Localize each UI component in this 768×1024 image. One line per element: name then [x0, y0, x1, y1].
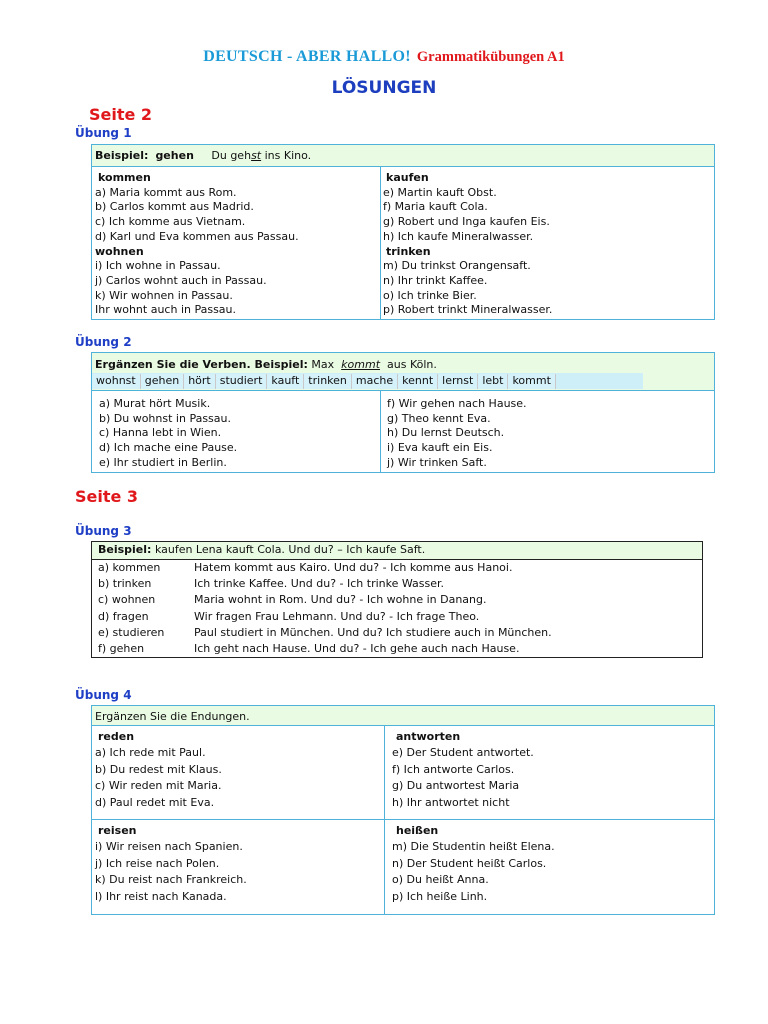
- answer-line: k) Du reist nach Frankreich.: [95, 873, 247, 887]
- exercise-3-sentences: [194, 560, 552, 657]
- answer-line: k) Wir wohnen in Passau.: [95, 288, 233, 302]
- title-main: DEUTSCH - ABER HALLO!: [203, 48, 411, 65]
- answer-line: c) Wir reden mit Maria.: [95, 779, 222, 793]
- answer-line: b) Carlos kommt aus Madrid.: [95, 200, 254, 214]
- verb-heading-trinken: trinken: [386, 244, 431, 258]
- exercise-2-right-column: [387, 397, 527, 471]
- answer-line: h) Ich kaufe Mineralwasser.: [383, 229, 534, 243]
- solutions-heading: LÖSUNGEN: [331, 78, 437, 98]
- verb-heading-heissen: heißen: [396, 824, 439, 837]
- exercise-4-reden: [95, 729, 222, 811]
- sentence-cell: Ich trinke Kaffee. Und du? - Ich trinke Wasser.: [194, 577, 445, 591]
- verb-heading-reisen: reisen: [98, 824, 137, 837]
- exercise-2-table: [91, 352, 715, 473]
- answer-line: c) Hanna lebt in Wien.: [99, 426, 222, 440]
- answer-line: o) Ich trinke Bier.: [383, 288, 477, 302]
- answer-line: b) Du wohnst in Passau.: [99, 411, 231, 425]
- example-sentence-start: Du geh: [211, 149, 252, 162]
- exercise-3-table: [91, 541, 703, 658]
- word-chip: lernst: [438, 374, 478, 389]
- answer-line: d) Paul redet mit Eva.: [95, 795, 215, 809]
- instruction-text: Ergänzen Sie die Verben. Beispiel:: [95, 358, 308, 371]
- example-text: kaufen Lena kauft Cola. Und du? – Ich kaufe Saft.: [154, 543, 426, 556]
- answer-line: d) Karl und Eva kommen aus Passau.: [95, 229, 299, 243]
- answer-line: a) Maria kommt aus Rom.: [95, 185, 237, 199]
- answer-line: l) Ihr reist nach Kanada.: [95, 889, 227, 903]
- title-sub: Grammatikübungen A1: [416, 49, 565, 65]
- exercise-3-heading: Übung 3: [75, 524, 132, 538]
- answer-line: o) Du heißt Anna.: [392, 873, 489, 887]
- sentence-cell: Ich geht nach Hause. Und du? - Ich gehe auch nach Hause.: [194, 642, 520, 656]
- answer-line: f) Maria kauft Cola.: [383, 200, 488, 214]
- word-chip: hört: [184, 374, 216, 389]
- word-chip: gehen: [141, 374, 184, 389]
- exercise-4-instruction: Ergänzen Sie die Endungen.: [95, 710, 250, 723]
- sentence-cell: Paul studiert in München. Und du? Ich studiere auch in München.: [194, 625, 552, 639]
- verb-cell: c) wohnen: [98, 593, 156, 607]
- answer-line: n) Der Student heißt Carlos.: [392, 856, 547, 870]
- answer-line: e) Martin kauft Obst.: [383, 185, 497, 199]
- verb-heading-antworten: antworten: [396, 730, 461, 743]
- word-bank-words: [92, 374, 556, 389]
- sentence-cell: Hatem kommt aus Kairo. Und du? - Ich komme aus Hanoi.: [194, 561, 513, 574]
- exercise-1-table: [91, 144, 715, 320]
- example-verb: kommt: [341, 358, 381, 371]
- exercise-2-heading: Übung 2: [75, 335, 132, 349]
- verb-cell: e) studieren: [98, 625, 165, 639]
- word-chip: trinken: [304, 374, 352, 389]
- verb-heading-kaufen: kaufen: [386, 171, 429, 184]
- answer-line: h) Du lernst Deutsch.: [387, 426, 505, 440]
- answer-line: j) Ich reise nach Polen.: [95, 856, 220, 870]
- answer-line: a) Murat hört Musik.: [99, 397, 211, 410]
- example-rest: aus Köln.: [387, 358, 437, 371]
- answer-line: Ihr wohnt auch in Passau.: [95, 303, 237, 317]
- word-chip: studiert: [216, 374, 268, 389]
- sentence-cell: Wir fragen Frau Lehmann. Und du? - Ich frage Theo.: [194, 609, 480, 623]
- verb-cell: d) fragen: [98, 609, 149, 623]
- verb-cell: f) gehen: [98, 642, 145, 656]
- answer-line: j) Carlos wohnt auch in Passau.: [95, 273, 267, 287]
- answer-line: c) Ich komme aus Vietnam.: [95, 215, 246, 229]
- exercise-4-table: [91, 705, 715, 915]
- verb-heading-wohnen: wohnen: [95, 244, 144, 258]
- answer-line: g) Theo kennt Eva.: [387, 411, 491, 425]
- word-chip: lebt: [478, 374, 508, 389]
- answer-line: i) Eva kauft ein Eis.: [387, 441, 493, 455]
- exercise-1-right-column: [383, 171, 552, 318]
- example-ending: st: [251, 149, 262, 162]
- example-label: Beispiel:: [95, 149, 149, 162]
- answer-line: f) Ich antworte Carlos.: [392, 762, 515, 776]
- answer-line: h) Ihr antwortet nicht: [392, 795, 510, 809]
- answer-line: e) Ihr studiert in Berlin.: [99, 455, 227, 469]
- word-chip: wohnst: [92, 374, 141, 389]
- answer-line: p) Robert trinkt Mineralwasser.: [383, 303, 553, 317]
- exercise-3-verbs: [98, 560, 164, 657]
- answer-line: f) Wir gehen nach Hause.: [387, 397, 527, 410]
- answer-line: g) Du antwortest Maria: [392, 779, 520, 793]
- exercise-3-example: [98, 543, 425, 558]
- verb-cell: a) kommen: [98, 561, 161, 574]
- answer-line: p) Ich heiße Linh.: [392, 889, 488, 903]
- page-3-heading: Seite 3: [75, 487, 139, 506]
- sentence-cell: Maria wohnt in Rom. Und du? - Ich wohne in Danang.: [194, 593, 487, 607]
- verb-heading-reden: reden: [98, 730, 135, 743]
- exercise-1-example: [95, 149, 311, 164]
- page-2-heading: Seite 2: [89, 105, 153, 124]
- answer-line: g) Robert und Inga kaufen Eis.: [383, 215, 550, 229]
- exercise-4-heading: Übung 4: [75, 688, 132, 702]
- word-chip: kennt: [398, 374, 438, 389]
- word-chip: mache: [352, 374, 398, 389]
- answer-line: b) Du redest mit Klaus.: [95, 762, 222, 776]
- answer-line: j) Wir trinken Saft.: [387, 455, 487, 469]
- exercise-1-left-column: [95, 171, 299, 318]
- example-subject: Max: [311, 358, 335, 371]
- answer-line: d) Ich mache eine Pause.: [99, 441, 238, 455]
- word-chip: kauft: [267, 374, 304, 389]
- example-label: Beispiel:: [98, 543, 152, 556]
- document-title: [0, 46, 768, 66]
- exercise-2-left-column: [99, 397, 237, 471]
- exercise-1-heading: Übung 1: [75, 126, 132, 140]
- answer-line: m) Die Studentin heißt Elena.: [392, 840, 555, 854]
- answer-line: a) Ich rede mit Paul.: [95, 746, 206, 760]
- exercise-4-heissen: [392, 823, 555, 905]
- exercise-4-antworten: [392, 729, 534, 811]
- example-verb: gehen: [155, 149, 194, 162]
- verb-cell: b) trinken: [98, 577, 152, 591]
- answer-line: i) Ich wohne in Passau.: [95, 259, 221, 273]
- answer-line: m) Du trinkst Orangensaft.: [383, 259, 531, 273]
- word-chip: kommt: [508, 374, 555, 389]
- exercise-2-instruction: [95, 358, 437, 373]
- answer-line: n) Ihr trinkt Kaffee.: [383, 273, 488, 287]
- example-sentence-end: ins Kino.: [261, 149, 312, 162]
- verb-heading-kommen: kommen: [98, 171, 151, 184]
- answer-line: i) Wir reisen nach Spanien.: [95, 840, 243, 854]
- exercise-4-reisen: [95, 823, 247, 905]
- answer-line: e) Der Student antwortet.: [392, 746, 534, 760]
